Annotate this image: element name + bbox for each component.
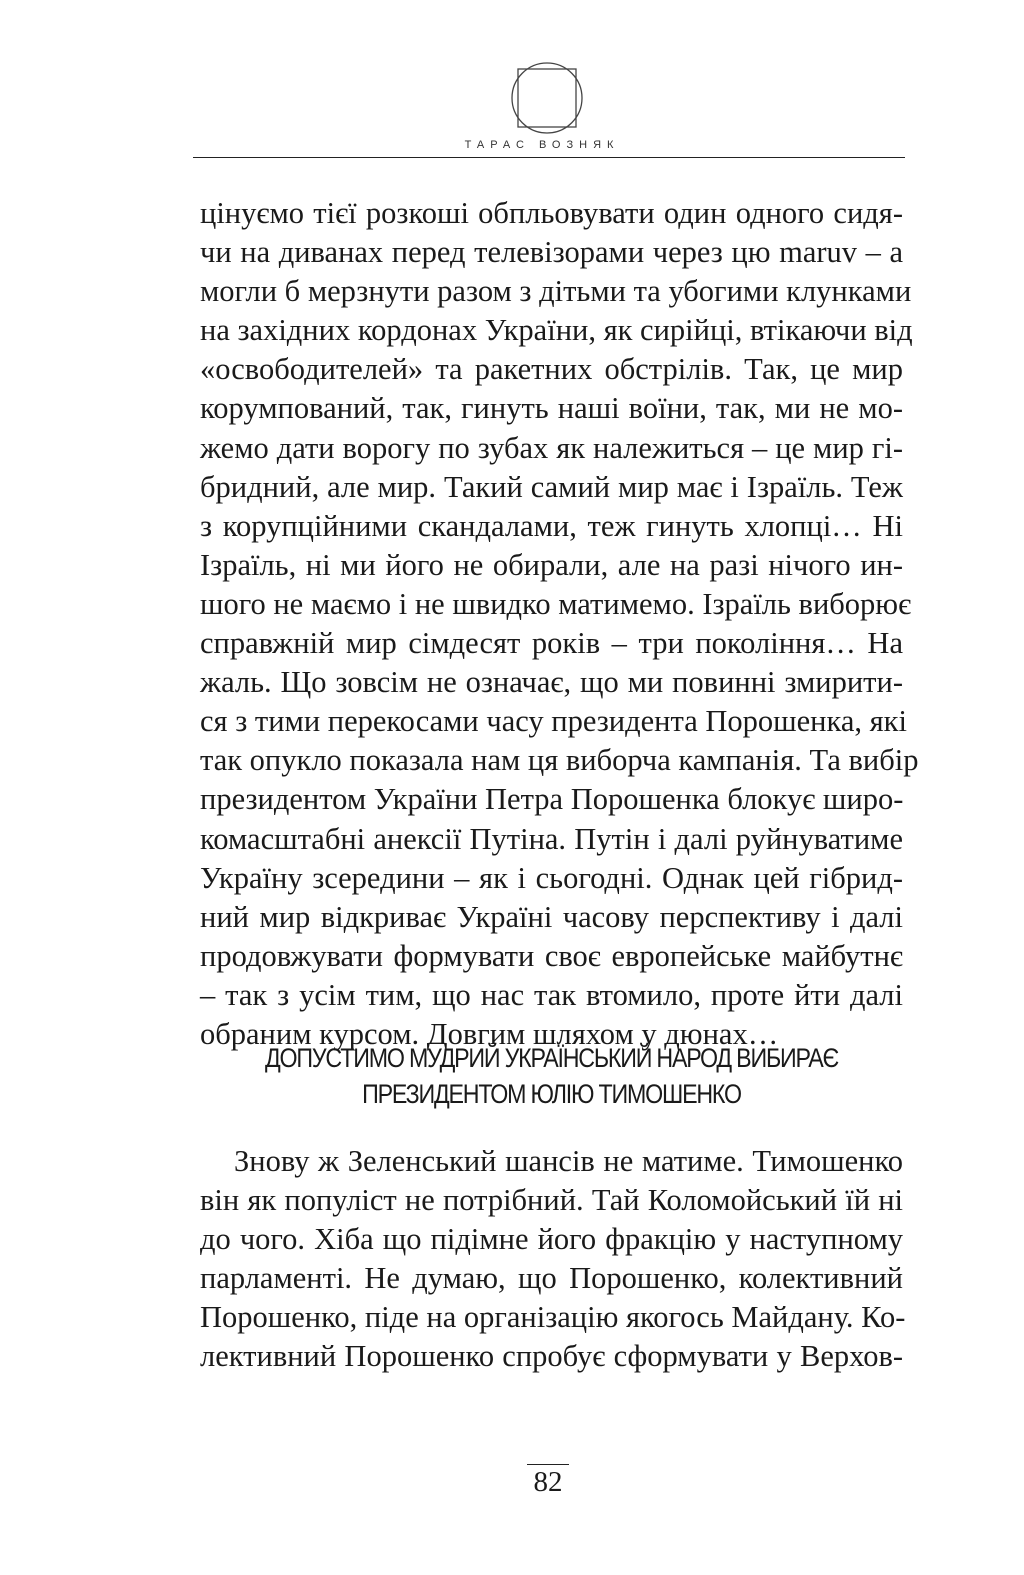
text-line: чи на диванах перед телевізорами через цю maruv – а <box>200 235 903 270</box>
text-line: парламенті. Не думаю, що Порошенко, колективний <box>200 1261 903 1296</box>
text-line: на західних кордонах України, як сирійці, втікаючи від <box>200 313 913 348</box>
text-line: так опукло показала нам ця виборча кампанія. Та вибір <box>200 743 919 778</box>
text-line: Ізраїль, ні ми його не обирали, але на разі нічого ин- <box>200 547 903 582</box>
circle-square-emblem-icon <box>510 46 584 144</box>
text-line: з корупційними скандалами, теж гинуть хлопці… Ні <box>200 508 903 543</box>
paragraph-1 <box>200 194 919 1054</box>
text-line: цінуємо тієї розкоші обпльовувати один одного сидя- <box>200 196 903 230</box>
page-number: 82 <box>533 1466 563 1498</box>
text-line: справжній мир сімдесят років – три покоління… На <box>200 626 903 661</box>
text-line: – так з усім тим, що нас так втомило, проте йти далі <box>200 977 903 1012</box>
text-line: президентом України Петра Порошенка блокує широ- <box>200 782 904 817</box>
text-line: ся з тими перекосами часу президента Порошенка, які <box>200 704 907 739</box>
text-line: шого не маємо і не швидко матимемо. Ізраїль виборює <box>200 586 912 621</box>
text-line: бридний, але мир. Такий самий мир має і Ізраїль. Теж <box>200 469 903 504</box>
text-line: Знову ж Зеленський шансів не матиме. Тимошенко <box>234 1144 903 1178</box>
text-line: лективний Порошенко спробує сформувати у Верхов- <box>200 1339 903 1374</box>
running-header-author: ТАРАС ВОЗНЯК <box>464 139 620 151</box>
text-line: жемо дати ворогу по зубах як належиться – це мир гі- <box>200 430 903 465</box>
paragraph-2 <box>200 1142 906 1377</box>
text-line: продовжувати формувати своє европейське майбутнє <box>200 938 903 973</box>
text-line: жаль. Що зовсім не означає, що ми повинні змирити- <box>200 665 903 700</box>
text-line: могли б мерзнути разом з дітьми та убогими клунками <box>200 274 912 309</box>
text-line: комасштабні анексії Путіна. Путін і далі руйнуватиме <box>200 821 903 856</box>
header-divider <box>193 157 905 158</box>
text-line: обраним курсом. Довгим шляхом у дюнах… <box>200 1016 779 1051</box>
text-line: Порошенко, піде на організацію якогось Майдану. Ко- <box>200 1300 906 1335</box>
section-heading <box>249 1040 854 1112</box>
text-line: Україну зсередини – як і сьогодні. Однак цей гібрид- <box>200 860 903 895</box>
text-line: ний мир відкриває Україні часову перспективу і далі <box>200 899 903 934</box>
text-line: він як популіст не потрібний. Тай Коломойський їй ні <box>200 1183 903 1218</box>
text-line: «освободителей» та ракетних обстрілів. Так, це мир <box>200 352 903 387</box>
text-line: корумпований, так, гинуть наші воїни, так, ми не мо- <box>200 391 903 426</box>
section-heading-line-1: ДОПУСТИМО МУДРИЙ УКРАЇНСЬКИЙ НАРОД ВИБИРАЄ <box>265 1043 838 1073</box>
section-heading-line-2: ПРЕЗИДЕНТОМ ЮЛІЮ ТИМОШЕНКО <box>362 1079 741 1109</box>
text-line: до чого. Хіба що підімне його фракцію у наступному <box>200 1222 903 1257</box>
